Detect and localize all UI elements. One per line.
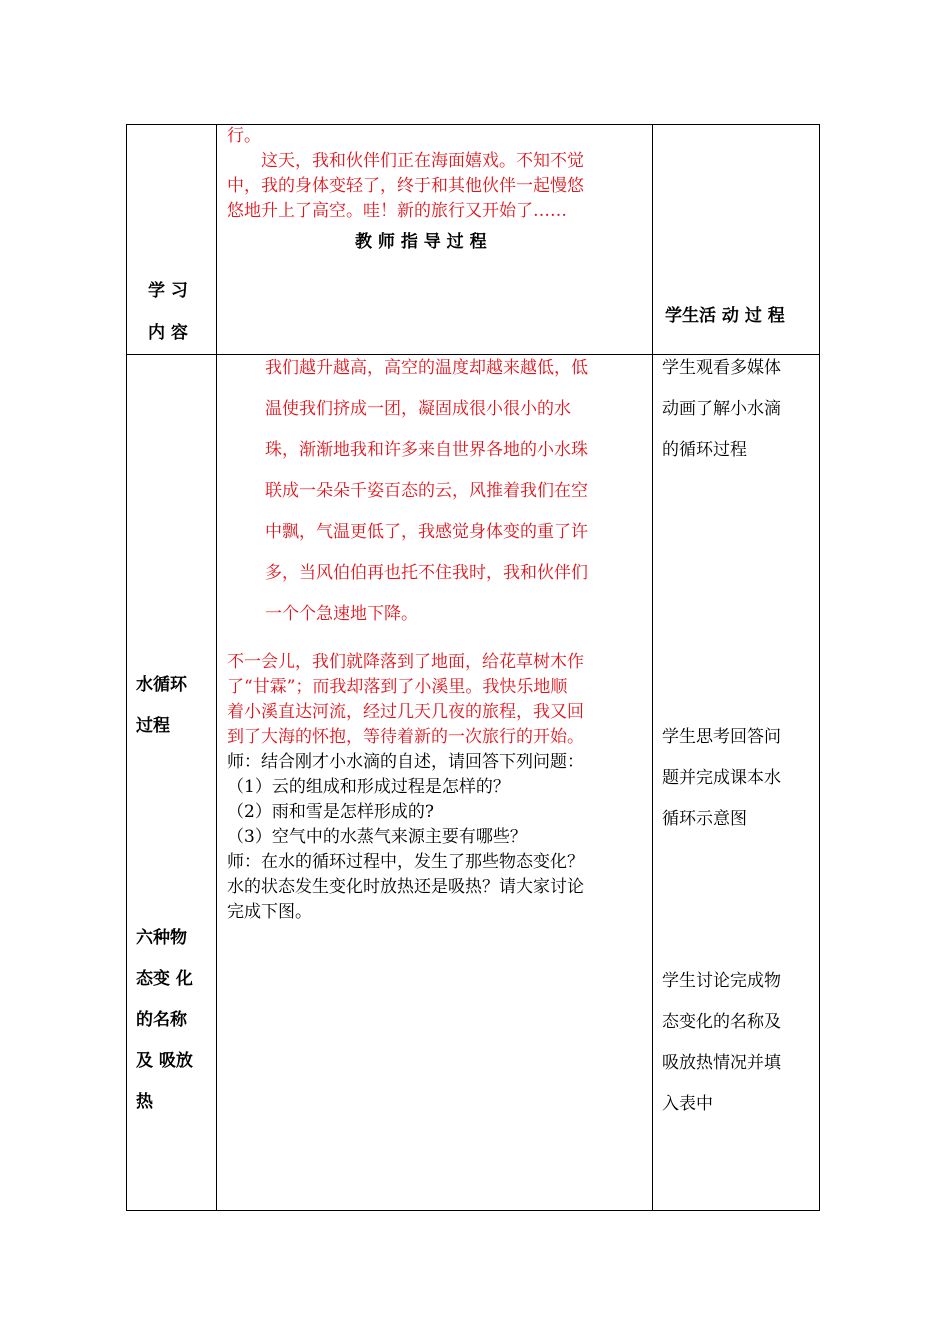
story-line: 一个个急速地下降。 [265, 604, 418, 624]
question-line: 师：结合刚才小水滴的自述，请回答下列问题： [227, 752, 584, 772]
activity-line: 学生思考回答问 [662, 727, 781, 747]
topic-line: 水循环 [136, 675, 187, 695]
table-border-bottom [126, 1210, 820, 1211]
story-line: 悠地升上了高空。哇！新的旅行又开始了…… [227, 201, 567, 221]
student-activity-1 [662, 348, 812, 471]
story-line: 行。 [227, 126, 261, 146]
topic-line: 过程 [136, 716, 170, 736]
story-line: 了“甘霖”；而我却落到了小溪里。我快乐地顺 [227, 677, 568, 697]
activity-line: 动画了解小水滴 [662, 399, 781, 419]
water-droplet-story-continued [227, 650, 637, 750]
story-line: 不一会儿，我们就降落到了地面，给花草树木作 [227, 652, 584, 672]
activity-line: 态变化的名称及 [662, 1012, 781, 1032]
activity-line: 学生观看多媒体 [662, 358, 781, 378]
topic-line: 及 吸放 [136, 1051, 193, 1071]
question-line: （3）空气中的水蒸气来源主要有哪些？ [227, 827, 527, 847]
table-col-divider-2 [652, 124, 653, 1211]
story-line: 珠，渐渐地我和许多来自世界各地的小水珠 [265, 440, 588, 460]
story-line: 联成一朵朵千姿百态的云，风推着我们在空 [265, 481, 588, 501]
header-learning-content-line2: 内 容 [148, 323, 188, 343]
activity-line: 的循环过程 [662, 440, 747, 460]
story-line: 温使我们挤成一团，凝固成很小很小的水 [265, 399, 571, 419]
topic-state-changes [136, 918, 212, 1123]
story-line: 这天，我和伙伴们正在海面嬉戏。不知不觉 [227, 151, 584, 171]
header-teacher-guidance: 教 师 指 导 过 程 [355, 232, 487, 252]
topic-water-cycle [136, 665, 212, 747]
header-learning-content-line1: 学 习 [148, 281, 188, 301]
student-activity-2 [662, 717, 812, 840]
table-border-left [126, 124, 127, 1211]
story-line: 着小溪直达河流，经过几天几夜的旅程，我又回 [227, 702, 584, 722]
story-line: 我们越升越高，高空的温度却越来越低，低 [265, 358, 588, 378]
topic-line: 态变 化 [136, 969, 193, 989]
table-col-divider-1 [216, 124, 217, 1211]
story-line: 中飘，气温更低了，我感觉身体变的重了许 [265, 522, 588, 542]
activity-line: 吸放热情况并填 [662, 1053, 781, 1073]
activity-line: 学生讨论完成物 [662, 971, 781, 991]
water-droplet-story [265, 348, 635, 635]
topic-line: 六种物 [136, 928, 187, 948]
student-activity-3 [662, 961, 812, 1125]
topic-line: 热 [136, 1092, 153, 1112]
question-line: 完成下图。 [227, 902, 312, 922]
continued-story-text [227, 124, 637, 224]
question-line: 师：在水的循环过程中，发生了那些物态变化？ [227, 852, 584, 872]
activity-line: 题并完成课本水 [662, 768, 781, 788]
table-border-right [819, 124, 820, 1211]
question-line: （2）雨和雪是怎样形成的? [227, 802, 434, 822]
question-line: 水的状态发生变化时放热还是吸热？请大家讨论 [227, 877, 584, 897]
activity-line: 入表中 [662, 1094, 713, 1114]
teacher-questions [227, 750, 637, 925]
story-line: 多，当风伯伯再也托不住我时，我和伙伴们 [265, 563, 588, 583]
story-line: 到了大海的怀抱，等待着新的一次旅行的开始。 [227, 727, 584, 747]
activity-line: 循环示意图 [662, 809, 747, 829]
story-line: 中，我的身体变轻了，终于和其他伙伴一起慢悠 [227, 176, 584, 196]
question-line: （1）云的组成和形成过程是怎样的？ [227, 777, 510, 797]
topic-line: 的名称 [136, 1010, 187, 1030]
header-student-activity: 学生活 动 过 程 [665, 306, 785, 326]
